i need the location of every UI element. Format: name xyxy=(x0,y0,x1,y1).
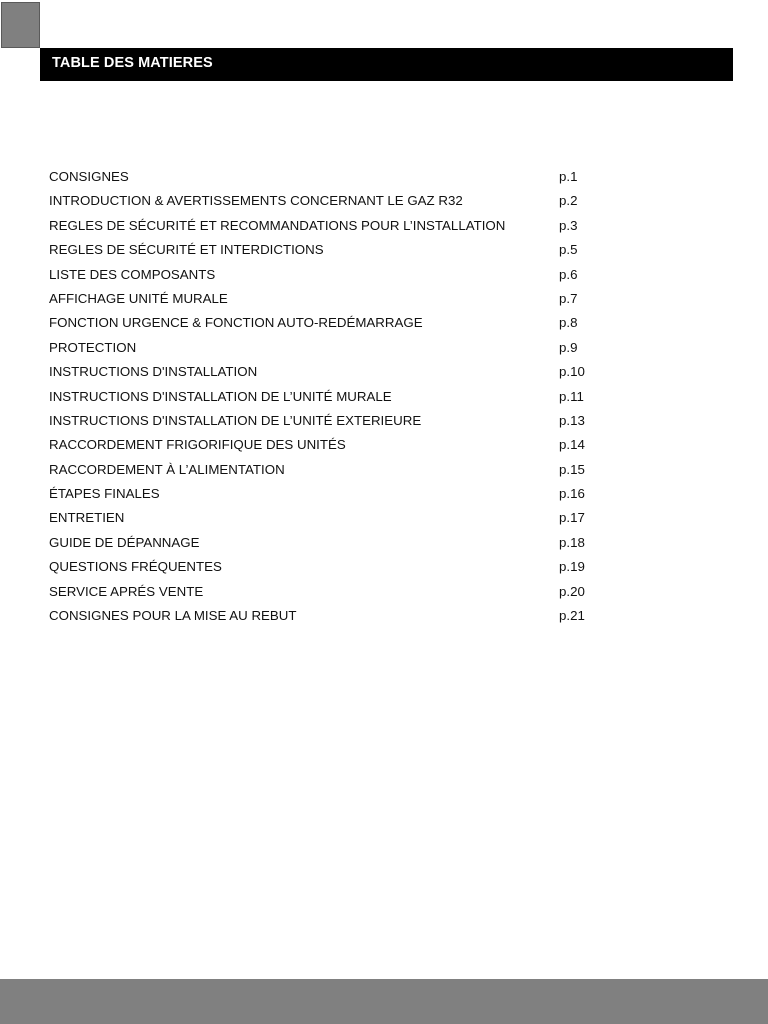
toc-entry[interactable] xyxy=(49,360,609,384)
toc-entry-page: p.5 xyxy=(559,242,578,258)
toc-entry-label: REGLES DE SÉCURITÉ ET RECOMMANDATIONS POUR L’INSTALLATION xyxy=(49,217,506,233)
page-title: TABLE DES MATIERES xyxy=(52,55,213,71)
toc-entry-label: CONSIGNES xyxy=(49,169,129,184)
toc-entry-label: INSTRUCTIONS D'INSTALLATION DE L’UNITÉ MURALE xyxy=(49,388,392,404)
toc-entry-page: p.9 xyxy=(559,339,578,355)
toc-entry-page: p.21 xyxy=(559,608,585,624)
toc-entry[interactable] xyxy=(49,555,609,579)
page-title-bar xyxy=(40,48,733,81)
toc-entry-page: p.7 xyxy=(559,290,578,306)
toc-entry-label: AFFICHAGE UNITÉ MURALE xyxy=(49,290,228,306)
toc-entry-label: REGLES DE SÉCURITÉ ET INTERDICTIONS xyxy=(49,242,324,258)
toc-entry[interactable] xyxy=(49,287,609,311)
toc-entry[interactable] xyxy=(49,214,609,238)
toc-entry[interactable] xyxy=(49,189,609,213)
toc-entry-label: GUIDE DE DÉPANNAGE xyxy=(49,534,200,550)
toc-entry-page: p.6 xyxy=(559,266,578,282)
toc-entry-page: p.18 xyxy=(559,534,585,550)
toc-entry-label: INSTRUCTIONS D'INSTALLATION xyxy=(49,364,258,380)
toc-entry-label: PROTECTION xyxy=(49,339,137,355)
toc-entry[interactable] xyxy=(49,385,609,409)
toc-entry-label: SERVICE APRÉS VENTE xyxy=(49,583,204,599)
toc-entry[interactable] xyxy=(49,458,609,482)
toc-entry[interactable] xyxy=(49,238,609,262)
toc-entry-page: p.11 xyxy=(559,388,584,404)
toc-entry[interactable] xyxy=(49,433,609,457)
toc-entry-page: p.19 xyxy=(559,559,585,575)
toc-entry[interactable] xyxy=(49,311,609,335)
toc-entry[interactable] xyxy=(49,482,609,506)
toc-entry-label: RACCORDEMENT FRIGORIFIQUE DES UNITÉS xyxy=(49,437,346,453)
toc-entry-page: p.3 xyxy=(559,217,578,233)
toc-entry[interactable] xyxy=(49,263,609,287)
toc-entry-page: p.17 xyxy=(559,510,585,526)
toc-entry-label: INTRODUCTION & AVERTISSEMENTS CONCERNANT LE GAZ R32 xyxy=(49,193,463,209)
corner-tab-marker xyxy=(1,2,40,48)
toc-entry-label: INSTRUCTIONS D'INSTALLATION DE L’UNITÉ EXTERIEURE xyxy=(49,412,422,428)
toc-entry-page: p.13 xyxy=(559,412,585,428)
toc-entry[interactable] xyxy=(49,506,609,530)
toc-entry[interactable] xyxy=(49,531,609,555)
toc-entry-page: p.10 xyxy=(559,364,585,380)
toc-entry[interactable] xyxy=(49,409,609,433)
table-of-contents xyxy=(49,165,609,628)
toc-entry-label: FONCTION URGENCE & FONCTION AUTO-REDÉMARRAGE xyxy=(49,315,423,331)
toc-entry[interactable] xyxy=(49,165,609,189)
toc-entry-page: p.1 xyxy=(559,169,578,184)
toc-entry[interactable] xyxy=(49,604,609,628)
toc-entry-label: QUESTIONS FRÉQUENTES xyxy=(49,559,222,575)
toc-entry-page: p.20 xyxy=(559,583,585,599)
toc-entry-page: p.16 xyxy=(559,486,585,502)
toc-entry-page: p.8 xyxy=(559,315,578,331)
toc-entry-label: ENTRETIEN xyxy=(49,510,125,526)
toc-entry-label: RACCORDEMENT À L’ALIMENTATION xyxy=(49,461,285,477)
toc-entry-page: p.15 xyxy=(559,461,585,477)
toc-entry-page: p.2 xyxy=(559,193,578,209)
toc-entry-label: ÉTAPES FINALES xyxy=(49,486,160,502)
toc-entry[interactable] xyxy=(49,336,609,360)
toc-entry-page: p.14 xyxy=(559,437,585,453)
toc-entry[interactable] xyxy=(49,580,609,604)
toc-entry-label: LISTE DES COMPOSANTS xyxy=(49,266,216,282)
toc-entry-label: CONSIGNES POUR LA MISE AU REBUT xyxy=(49,608,297,624)
footer-bar xyxy=(0,979,768,1024)
